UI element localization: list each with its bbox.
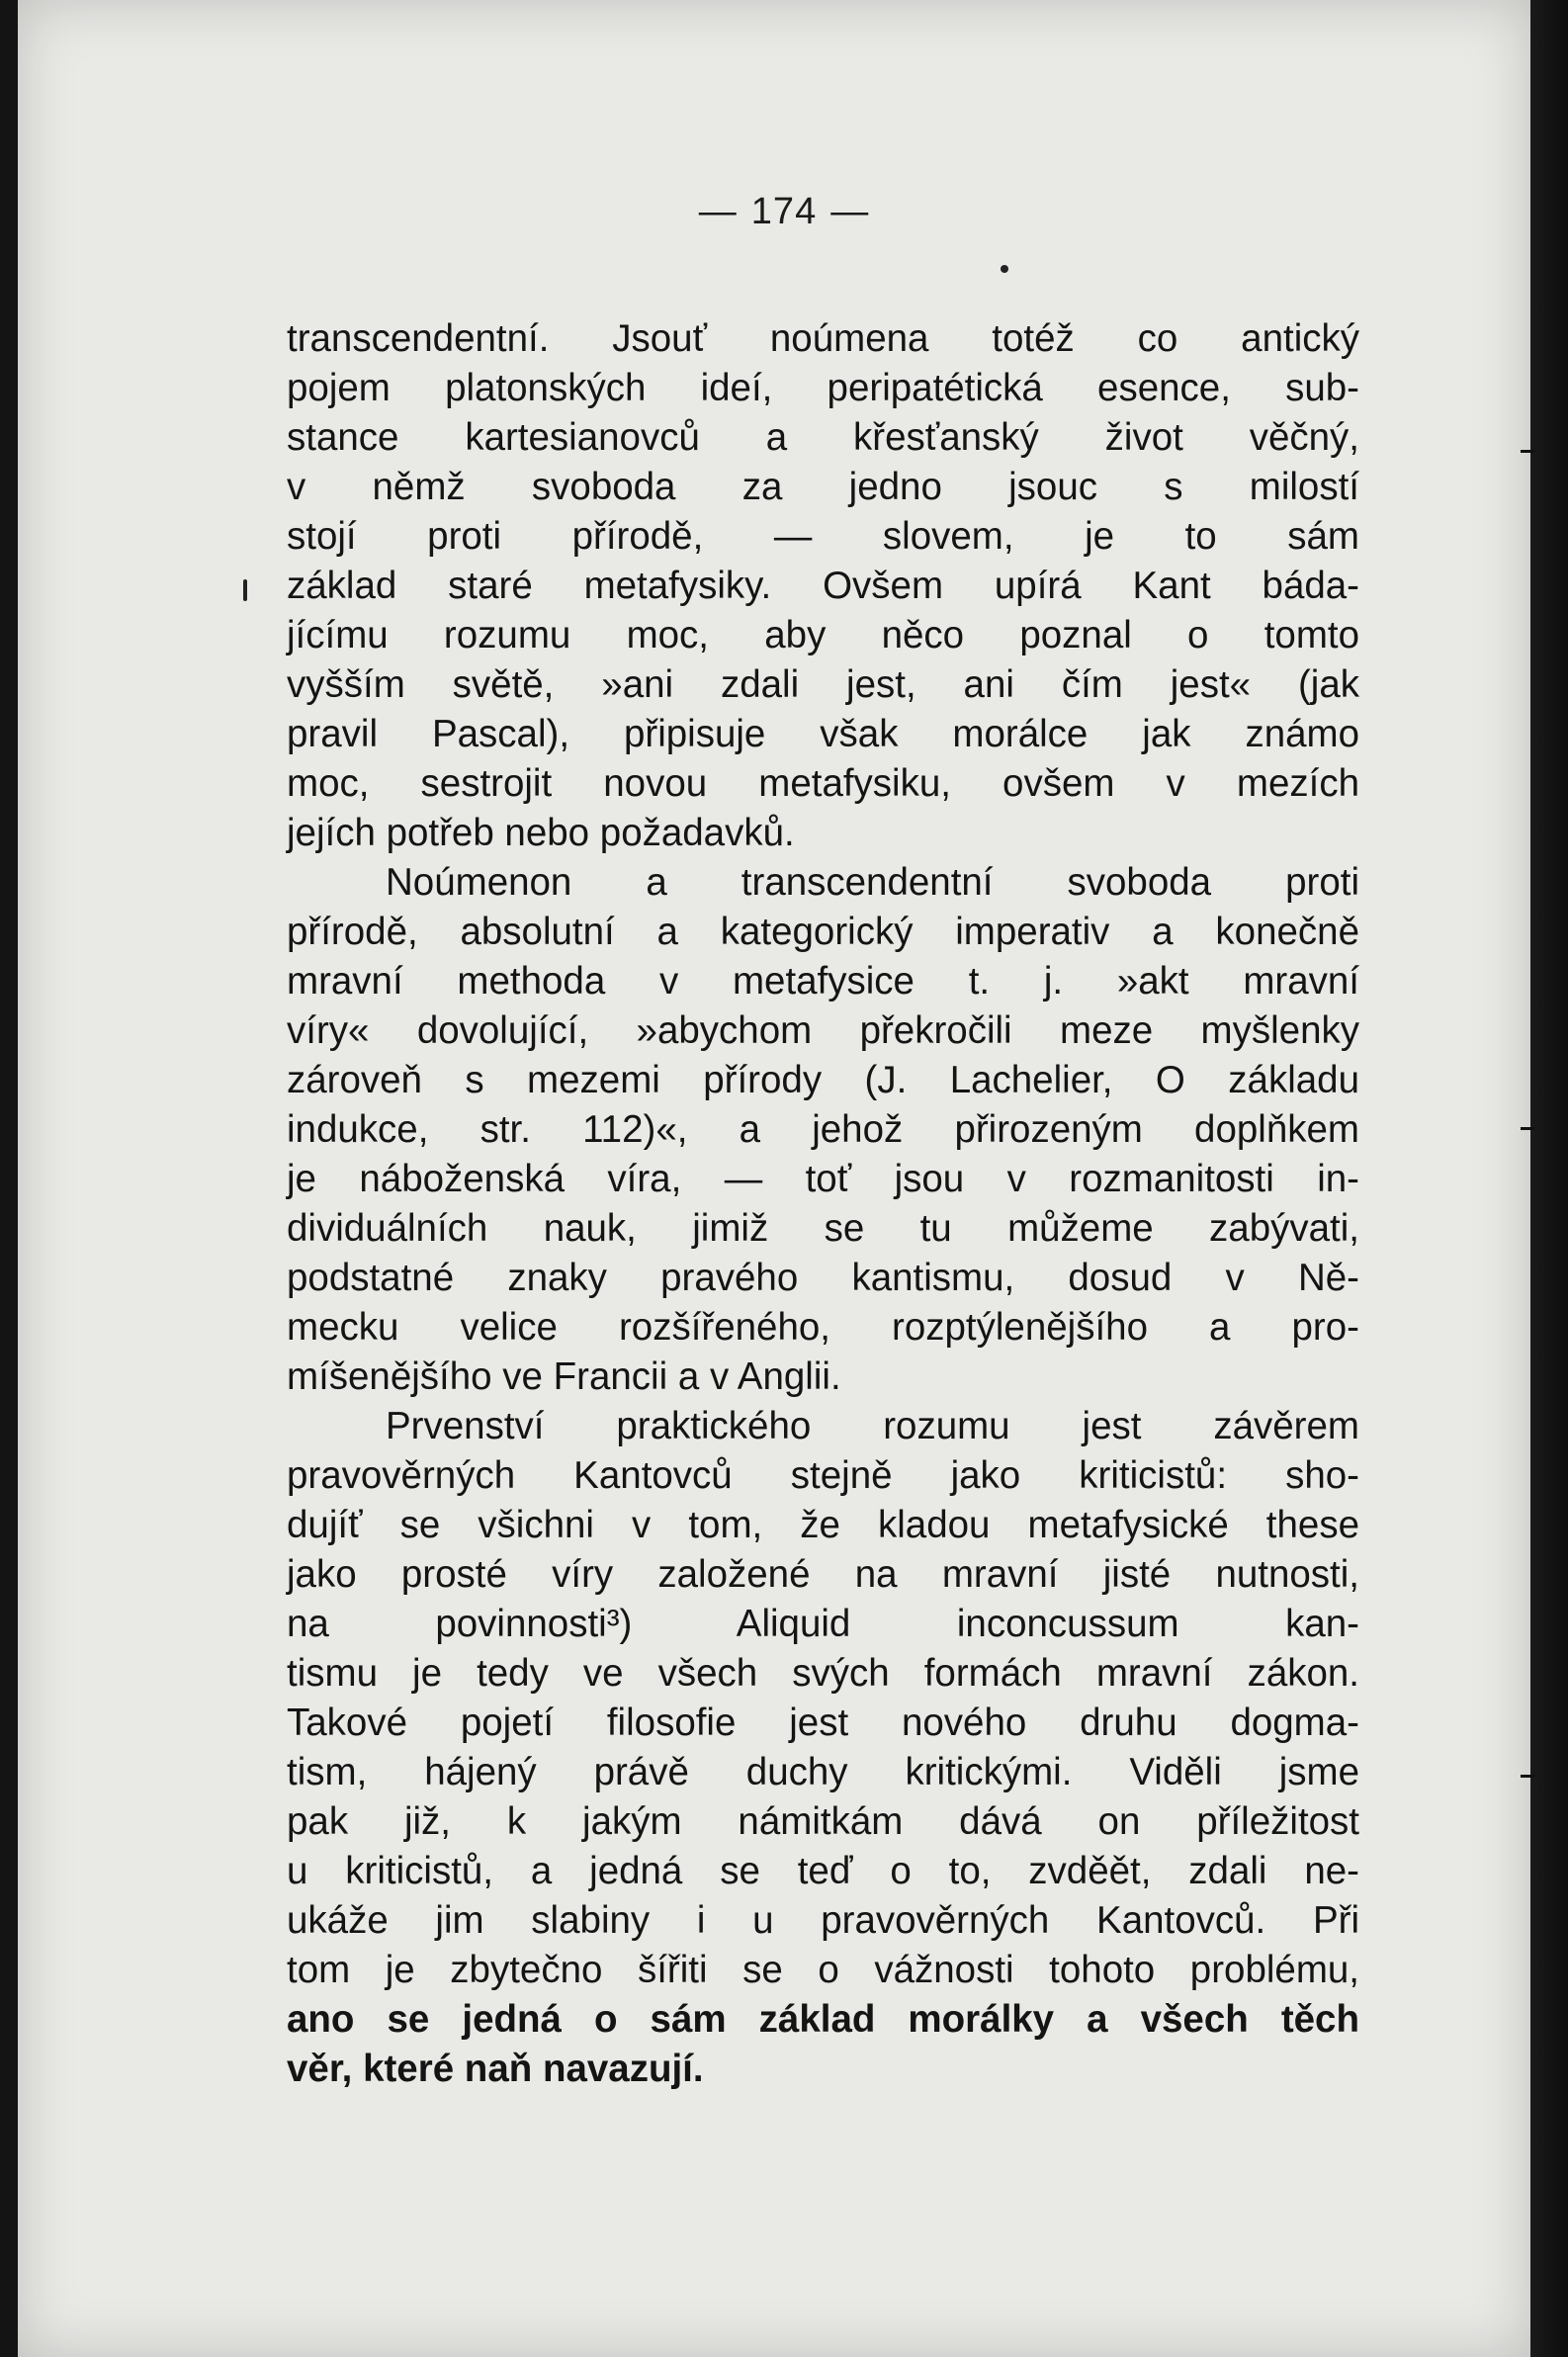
text-line: pravověrných Kantovců stejně jako kriticistů: sho- bbox=[287, 1454, 1359, 1497]
dust-speck bbox=[243, 579, 247, 601]
text-line: je náboženská víra, — toť jsou v rozmanitosti in- bbox=[287, 1158, 1359, 1200]
text-line: v němž svoboda za jedno jsouc s milostí bbox=[287, 466, 1359, 508]
text-line: přírodě, absolutní a kategorický imperativ a konečně bbox=[287, 911, 1359, 953]
text-line: tom je zbytečno šířiti se o vážnosti tohoto problému, bbox=[287, 1949, 1359, 1991]
text-line: věr, které naň navazují. bbox=[287, 2048, 704, 2090]
text-line: Takové pojetí filosofie jest nového druhu dogma- bbox=[287, 1702, 1359, 1744]
text-line: míšenějšího ve Francii a v Anglii. bbox=[287, 1355, 841, 1398]
text-line: dujíť se všichni v tom, že kladou metafysické these bbox=[287, 1504, 1359, 1546]
margin-mark bbox=[1521, 1127, 1534, 1130]
text-line: zároveň s mezemi přírody (J. Lachelier, O základu bbox=[287, 1059, 1359, 1101]
scan-border bbox=[1530, 0, 1568, 2357]
text-line: podstatné znaky pravého kantismu, dosud v Ně- bbox=[287, 1257, 1359, 1299]
body-text bbox=[287, 314, 1359, 2094]
page-number: — 174 — bbox=[698, 191, 870, 232]
text-line: na povinnosti³) Aliquid inconcussum kan- bbox=[287, 1603, 1359, 1645]
text-line: mecku velice rozšířeného, rozptýlenějšího a pro- bbox=[287, 1306, 1359, 1349]
text-line: jejích potřeb nebo požadavků. bbox=[287, 812, 795, 854]
text-line: tism, hájený právě duchy kritickými. Viděli jsme bbox=[287, 1751, 1359, 1793]
text-line: víry« dovolující, »abychom překročili meze myšlenky bbox=[287, 1009, 1359, 1052]
text-line: dividuálních nauk, jimiž se tu můžeme zabývati, bbox=[287, 1207, 1359, 1250]
text-line: tismu je tedy ve všech svých formách mravní zákon. bbox=[287, 1652, 1359, 1695]
text-line: transcendentní. Jsouť noúmena totéž co antický bbox=[287, 317, 1359, 360]
text-line: moc, sestrojit novou metafysiku, ovšem v mezích bbox=[287, 762, 1359, 805]
text-line: pravil Pascal), připisuje však morálce jak známo bbox=[287, 713, 1359, 755]
text-line: ano se jedná o sám základ morálky a všech těch bbox=[287, 1998, 1359, 2041]
text-line: stojí proti přírodě, — slovem, je to sám bbox=[287, 515, 1359, 558]
text-line: indukce, str. 112)«, a jehož přirozeným doplňkem bbox=[287, 1108, 1359, 1151]
text-line: Noúmenon a transcendentní svoboda proti bbox=[386, 861, 1359, 904]
text-line: základ staré metafysiky. Ovšem upírá Kant báda- bbox=[287, 565, 1359, 607]
text-line: vyšším světě, »ani zdali jest, ani čím jest« (jak bbox=[287, 663, 1359, 706]
margin-mark bbox=[1521, 450, 1534, 453]
text-line: pojem platonských ideí, peripatétická esence, sub- bbox=[287, 367, 1359, 409]
text-line: pak již, k jakým námitkám dává on příležitost bbox=[287, 1800, 1359, 1843]
text-line: stance kartesianovců a křesťanský život věčný, bbox=[287, 416, 1359, 459]
text-line: u kriticistů, a jedná se teď o to, zvděět, zdali ne- bbox=[287, 1850, 1359, 1892]
text-line: jako prosté víry založené na mravní jisté nutnosti, bbox=[287, 1553, 1359, 1596]
text-line: Prvenství praktického rozumu jest závěrem bbox=[386, 1405, 1359, 1447]
margin-mark bbox=[1521, 1775, 1534, 1778]
text-line: jícímu rozumu moc, aby něco poznal o tomto bbox=[287, 614, 1359, 656]
dust-speck bbox=[1001, 265, 1008, 273]
text-line: mravní methoda v metafysice t. j. »akt mravní bbox=[287, 960, 1359, 1003]
text-line: ukáže jim slabiny i u pravověrných Kantovců. Při bbox=[287, 1899, 1359, 1942]
page-number-text: 174 bbox=[750, 191, 818, 232]
